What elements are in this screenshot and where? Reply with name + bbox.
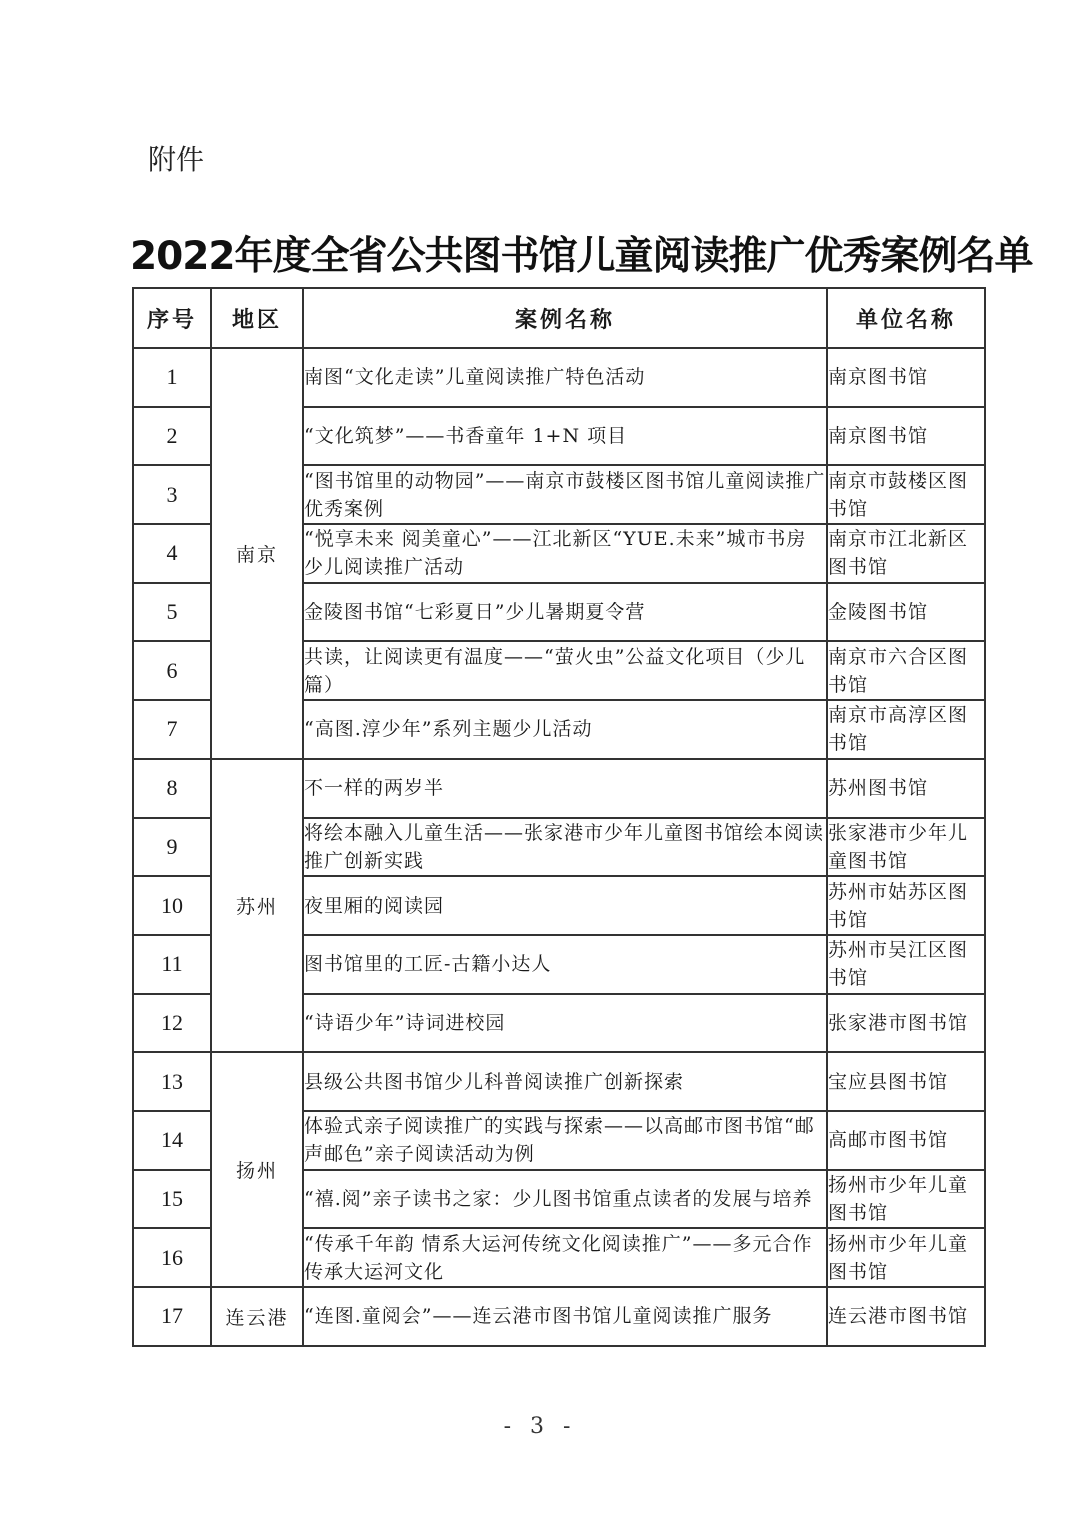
unit-name: 南京市六合区图书馆	[827, 641, 985, 700]
unit-name: 南京市高淳区图书馆	[827, 700, 985, 759]
row-number: 16	[133, 1228, 211, 1287]
table-row	[133, 1052, 985, 1111]
unit-name: 苏州市姑苏区图书馆	[827, 876, 985, 935]
row-number: 5	[133, 583, 211, 642]
document-title: 2022年度全省公共图书馆儿童阅读推广优秀案例名单	[130, 234, 1033, 279]
table-header-row	[133, 288, 985, 348]
case-name: 金陵图书馆“七彩夏日”少儿暑期夏令营	[303, 583, 827, 642]
unit-name: 扬州市少年儿童图书馆	[827, 1170, 985, 1229]
case-name: 共读，让阅读更有温度——“萤火虫”公益文化项目（少儿篇）	[303, 641, 827, 700]
unit-name: 南京市江北新区图书馆	[827, 524, 985, 583]
row-number: 10	[133, 876, 211, 935]
row-number: 2	[133, 407, 211, 466]
row-number: 17	[133, 1287, 211, 1346]
unit-name: 南京图书馆	[827, 407, 985, 466]
row-number: 9	[133, 818, 211, 877]
row-number: 6	[133, 641, 211, 700]
case-name: 南图“文化走读”儿童阅读推广特色活动	[303, 348, 827, 407]
row-number: 4	[133, 524, 211, 583]
row-number: 3	[133, 465, 211, 524]
unit-name: 宝应县图书馆	[827, 1052, 985, 1111]
region-cell: 连云港	[211, 1287, 303, 1346]
case-name: “传承千年韵 情系大运河传统文化阅读推广”——多元合作传承大运河文化	[303, 1228, 827, 1287]
case-name: “连图.童阅会”——连云港市图书馆儿童阅读推广服务	[303, 1287, 827, 1346]
case-name: 体验式亲子阅读推广的实践与探索——以高邮市图书馆“邮声邮色”亲子阅读活动为例	[303, 1111, 827, 1170]
unit-name: 连云港市图书馆	[827, 1287, 985, 1346]
row-number: 15	[133, 1170, 211, 1229]
unit-name: 金陵图书馆	[827, 583, 985, 642]
case-name: “诗语少年”诗词进校园	[303, 994, 827, 1053]
unit-name: 苏州市吴江区图书馆	[827, 935, 985, 994]
unit-name: 张家港市少年儿童图书馆	[827, 818, 985, 877]
row-number: 11	[133, 935, 211, 994]
region-cell: 南京	[211, 348, 303, 759]
case-name: “高图.淳少年”系列主题少儿活动	[303, 700, 827, 759]
row-number: 8	[133, 759, 211, 818]
case-name: 图书馆里的工匠-古籍小达人	[303, 935, 827, 994]
case-name: 将绘本融入儿童生活——张家港市少年儿童图书馆绘本阅读推广创新实践	[303, 818, 827, 877]
unit-name: 张家港市图书馆	[827, 994, 985, 1053]
page-number: - 3 -	[503, 1414, 577, 1439]
region-cell: 苏州	[211, 759, 303, 1052]
row-number: 14	[133, 1111, 211, 1170]
table-body	[133, 348, 985, 1346]
row-number: 13	[133, 1052, 211, 1111]
case-name: 不一样的两岁半	[303, 759, 827, 818]
case-list-table	[132, 287, 986, 1347]
header-region: 地区	[211, 288, 303, 348]
unit-name: 南京市鼓楼区图书馆	[827, 465, 985, 524]
row-number: 1	[133, 348, 211, 407]
table-row	[133, 1287, 985, 1346]
row-number: 7	[133, 700, 211, 759]
unit-name: 南京图书馆	[827, 348, 985, 407]
case-name: “悦享未来 阅美童心”——江北新区“YUE.未来”城市书房少儿阅读推广活动	[303, 524, 827, 583]
unit-name: 苏州图书馆	[827, 759, 985, 818]
case-name: “文化筑梦”——书香童年 1+N 项目	[303, 407, 827, 466]
table-row	[133, 348, 985, 407]
case-name: 夜里厢的阅读园	[303, 876, 827, 935]
table-row	[133, 759, 985, 818]
case-name: “禧.阅”亲子读书之家：少儿图书馆重点读者的发展与培养	[303, 1170, 827, 1229]
case-name: “图书馆里的动物园”——南京市鼓楼区图书馆儿童阅读推广优秀案例	[303, 465, 827, 524]
row-number: 12	[133, 994, 211, 1053]
unit-name: 扬州市少年儿童图书馆	[827, 1228, 985, 1287]
header-unit: 单位名称	[827, 288, 985, 348]
unit-name: 高邮市图书馆	[827, 1111, 985, 1170]
header-case: 案例名称	[303, 288, 827, 348]
attachment-label: 附件	[148, 143, 205, 176]
case-name: 县级公共图书馆少儿科普阅读推广创新探索	[303, 1052, 827, 1111]
region-cell: 扬州	[211, 1052, 303, 1287]
header-no: 序号	[133, 288, 211, 348]
